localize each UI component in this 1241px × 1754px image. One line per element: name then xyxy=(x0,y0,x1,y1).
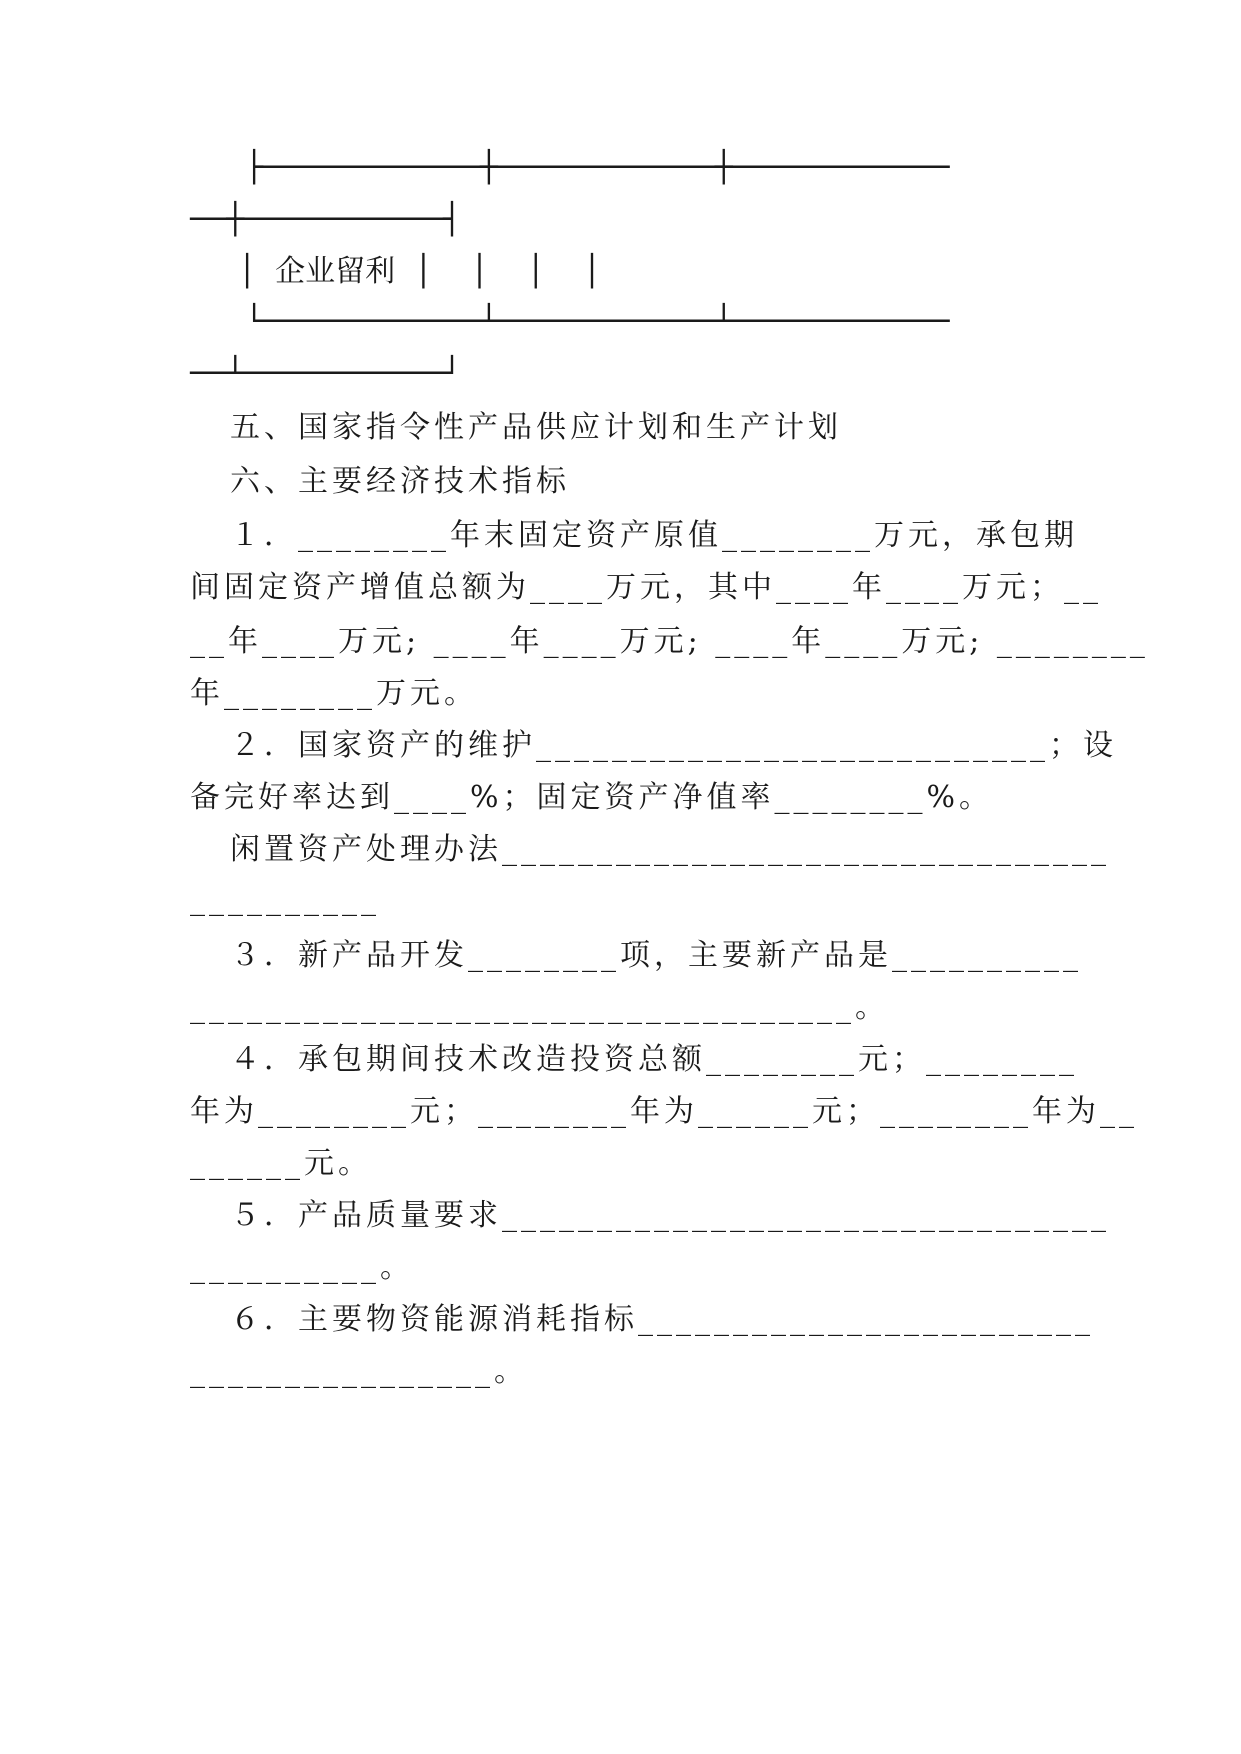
idle-assets-line-1: 闲置资产处理办法________________________________ xyxy=(230,832,1110,867)
item-1-line-1: １．________年末固定资产原值________万元，承包期 xyxy=(230,518,1078,553)
section-5-heading: 五、国家指令性产品供应计划和生产计划 xyxy=(230,410,842,445)
table-border-top: ├────────────┼────────────┼──────────── xyxy=(245,150,950,185)
idle-assets-line-2: __________ xyxy=(190,882,380,917)
item-1-line-3: __年____万元; ____年____万元; ____年____万元; ________ xyxy=(190,624,1149,659)
item-6-line-1: ６．主要物资能源消耗指标________________________ xyxy=(230,1302,1094,1337)
item-4-line-2: 年为________元；________年为______元；________年为__ xyxy=(190,1094,1138,1129)
table-border-bottom: └────────────┴────────────┴──────────── xyxy=(245,304,950,339)
item-5-line-2: __________。 xyxy=(190,1250,414,1285)
item-2-line-2: 备完好率达到____%；固定资产净值率________%。 xyxy=(190,780,994,815)
table-row-enterprise-retained-profit: │ 企业留利 │ │ │ │ xyxy=(238,254,601,289)
item-4-line-3: ______元。 xyxy=(190,1146,372,1181)
item-3-line-2: ___________________________________。 xyxy=(190,990,889,1025)
item-1-line-2: 间固定资产增值总额为____万元，其中____年____万元；__ xyxy=(190,570,1102,605)
item-3-line-1: ３．新产品开发________项，主要新产品是__________ xyxy=(230,938,1082,973)
item-6-line-2: ________________。 xyxy=(190,1354,528,1389)
item-4-line-1: ４．承包期间技术改造投资总额________元；________ xyxy=(230,1042,1078,1077)
table-border-top-continued: ──┼───────────┤ xyxy=(190,202,461,237)
item-5-line-1: ５．产品质量要求________________________________ xyxy=(230,1198,1110,1233)
item-1-line-4: 年________万元。 xyxy=(190,676,478,711)
table-border-bottom-continued: ──┴───────────┘ xyxy=(190,356,461,391)
item-2-line-1: ２．国家资产的维护___________________________；设 xyxy=(230,728,1117,763)
section-6-heading: 六、主要经济技术指标 xyxy=(230,464,570,499)
